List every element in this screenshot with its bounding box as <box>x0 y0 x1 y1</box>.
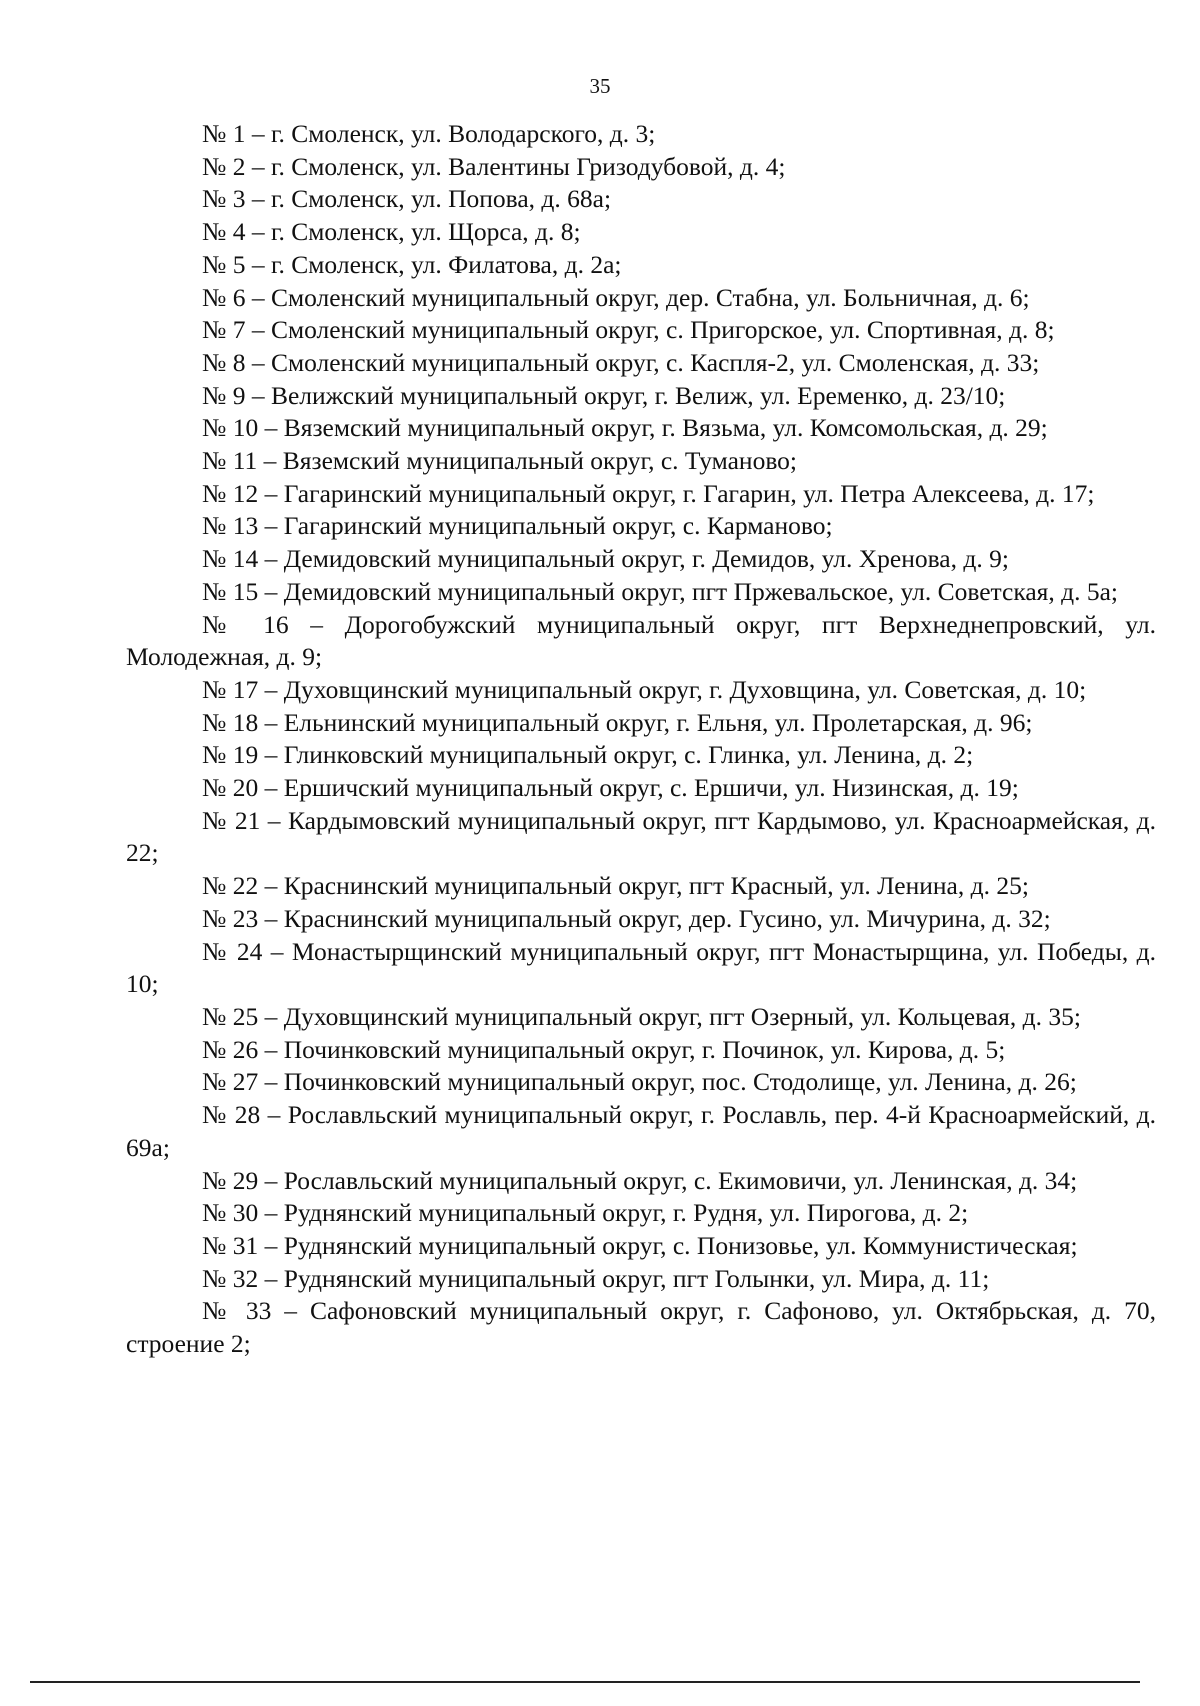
list-item: № 5 – г. Смоленск, ул. Филатова, д. 2а; <box>202 249 622 279</box>
list-item: № 11 – Вяземский муниципальный округ, с. Туманово; <box>202 446 798 476</box>
list-item: № 22 – Краснинский муниципальный округ, пгт Красный, ул. Ленина, д. 25; <box>202 871 1029 901</box>
list-item: № 28 – Рославльский муниципальный округ, г. Рославль, пер. 4-й Красноармейский, д. 69а; <box>126 1100 1156 1162</box>
list-item: № 19 – Глинковский муниципальный округ, с. Глинка, ул. Ленина, д. 2; <box>202 740 974 770</box>
list-item: № 23 – Краснинский муниципальный округ, дер. Гусино, ул. Мичурина, д. 32; <box>202 903 1051 933</box>
list-item: № 33 – Сафоновский муниципальный округ, г. Сафоново, ул. Октябрьская, д. 70, строение 2; <box>126 1296 1156 1359</box>
list-item: № 26 – Починковский муниципальный округ, г. Починок, ул. Кирова, д. 5; <box>202 1034 1006 1064</box>
list-item: № 21 – Кардымовский муниципальный округ, пгт Кардымово, ул. Красноармейская, д. 22; <box>126 805 1156 868</box>
list-item: № 7 – Смоленский муниципальный округ, с. Пригорское, ул. Спортивная, д. 8; <box>202 315 1055 345</box>
list-item: № 4 – г. Смоленск, ул. Щорса, д. 8; <box>202 217 581 247</box>
list-item: № 14 – Демидовский муниципальный округ, г. Демидов, ул. Хренова, д. 9; <box>202 544 1009 574</box>
bottom-divider <box>30 1681 1140 1683</box>
list-item: № 8 – Смоленский муниципальный округ, с. Каспля-2, ул. Смоленская, д. 33; <box>202 347 1040 377</box>
list-item: № 13 – Гагаринский муниципальный округ, с. Карманово; <box>202 511 833 541</box>
address-list <box>126 118 1156 1361</box>
list-item: № 12 – Гагаринский муниципальный округ, г. Гагарин, ул. Петра Алексеева, д. 17; <box>202 478 1095 508</box>
list-item: № 16 – Дорогобужский муниципальный округ, пгт Верхнеднепровский, ул. Молодежная, д. 9; <box>126 609 1156 672</box>
list-item: № 1 – г. Смоленск, ул. Володарского, д. 3; <box>202 119 656 148</box>
list-item: № 25 – Духовщинский муниципальный округ, пгт Озерный, ул. Кольцевая, д. 35; <box>202 1001 1081 1031</box>
list-item: № 27 – Починковский муниципальный округ, пос. Стодолище, ул. Ленина, д. 26; <box>202 1067 1077 1097</box>
list-item: № 31 – Руднянский муниципальный округ, с. Понизовье, ул. Коммунистическая; <box>202 1230 1078 1260</box>
page-number: 35 <box>589 74 611 98</box>
list-item: № 18 – Ельнинский муниципальный округ, г. Ельня, ул. Пролетарская, д. 96; <box>202 707 1033 737</box>
list-item: № 2 – г. Смоленск, ул. Валентины Гризодубовой, д. 4; <box>202 151 786 181</box>
list-item: № 3 – г. Смоленск, ул. Попова, д. 68а; <box>202 184 612 214</box>
list-item: № 17 – Духовщинский муниципальный округ, г. Духовщина, ул. Советская, д. 10; <box>202 674 1087 704</box>
list-item: № 20 – Ершичский муниципальный округ, с. Ершичи, ул. Низинская, д. 19; <box>202 773 1019 803</box>
list-item: № 10 – Вяземский муниципальный округ, г. Вязьма, ул. Комсомольская, д. 29; <box>202 413 1048 443</box>
list-item: № 6 – Смоленский муниципальный округ, дер. Стабна, ул. Больничная, д. 6; <box>202 282 1030 312</box>
list-item: № 9 – Велижский муниципальный округ, г. Велиж, ул. Еременко, д. 23/10; <box>202 380 1006 410</box>
list-item: № 32 – Руднянский муниципальный округ, пгт Голынки, ул. Мира, д. 11; <box>202 1263 990 1293</box>
list-item: № 29 – Рославльский муниципальный округ, с. Екимовичи, ул. Ленинская, д. 34; <box>202 1165 1078 1195</box>
list-item: № 24 – Монастырщинский муниципальный округ, пгт Монастырщина, ул. Победы, д. 10; <box>126 936 1156 999</box>
list-item: № 30 – Руднянский муниципальный округ, г. Рудня, ул. Пирогова, д. 2; <box>202 1198 969 1228</box>
list-item: № 15 – Демидовский муниципальный округ, пгт Пржевальское, ул. Советская, д. 5а; <box>202 576 1119 606</box>
